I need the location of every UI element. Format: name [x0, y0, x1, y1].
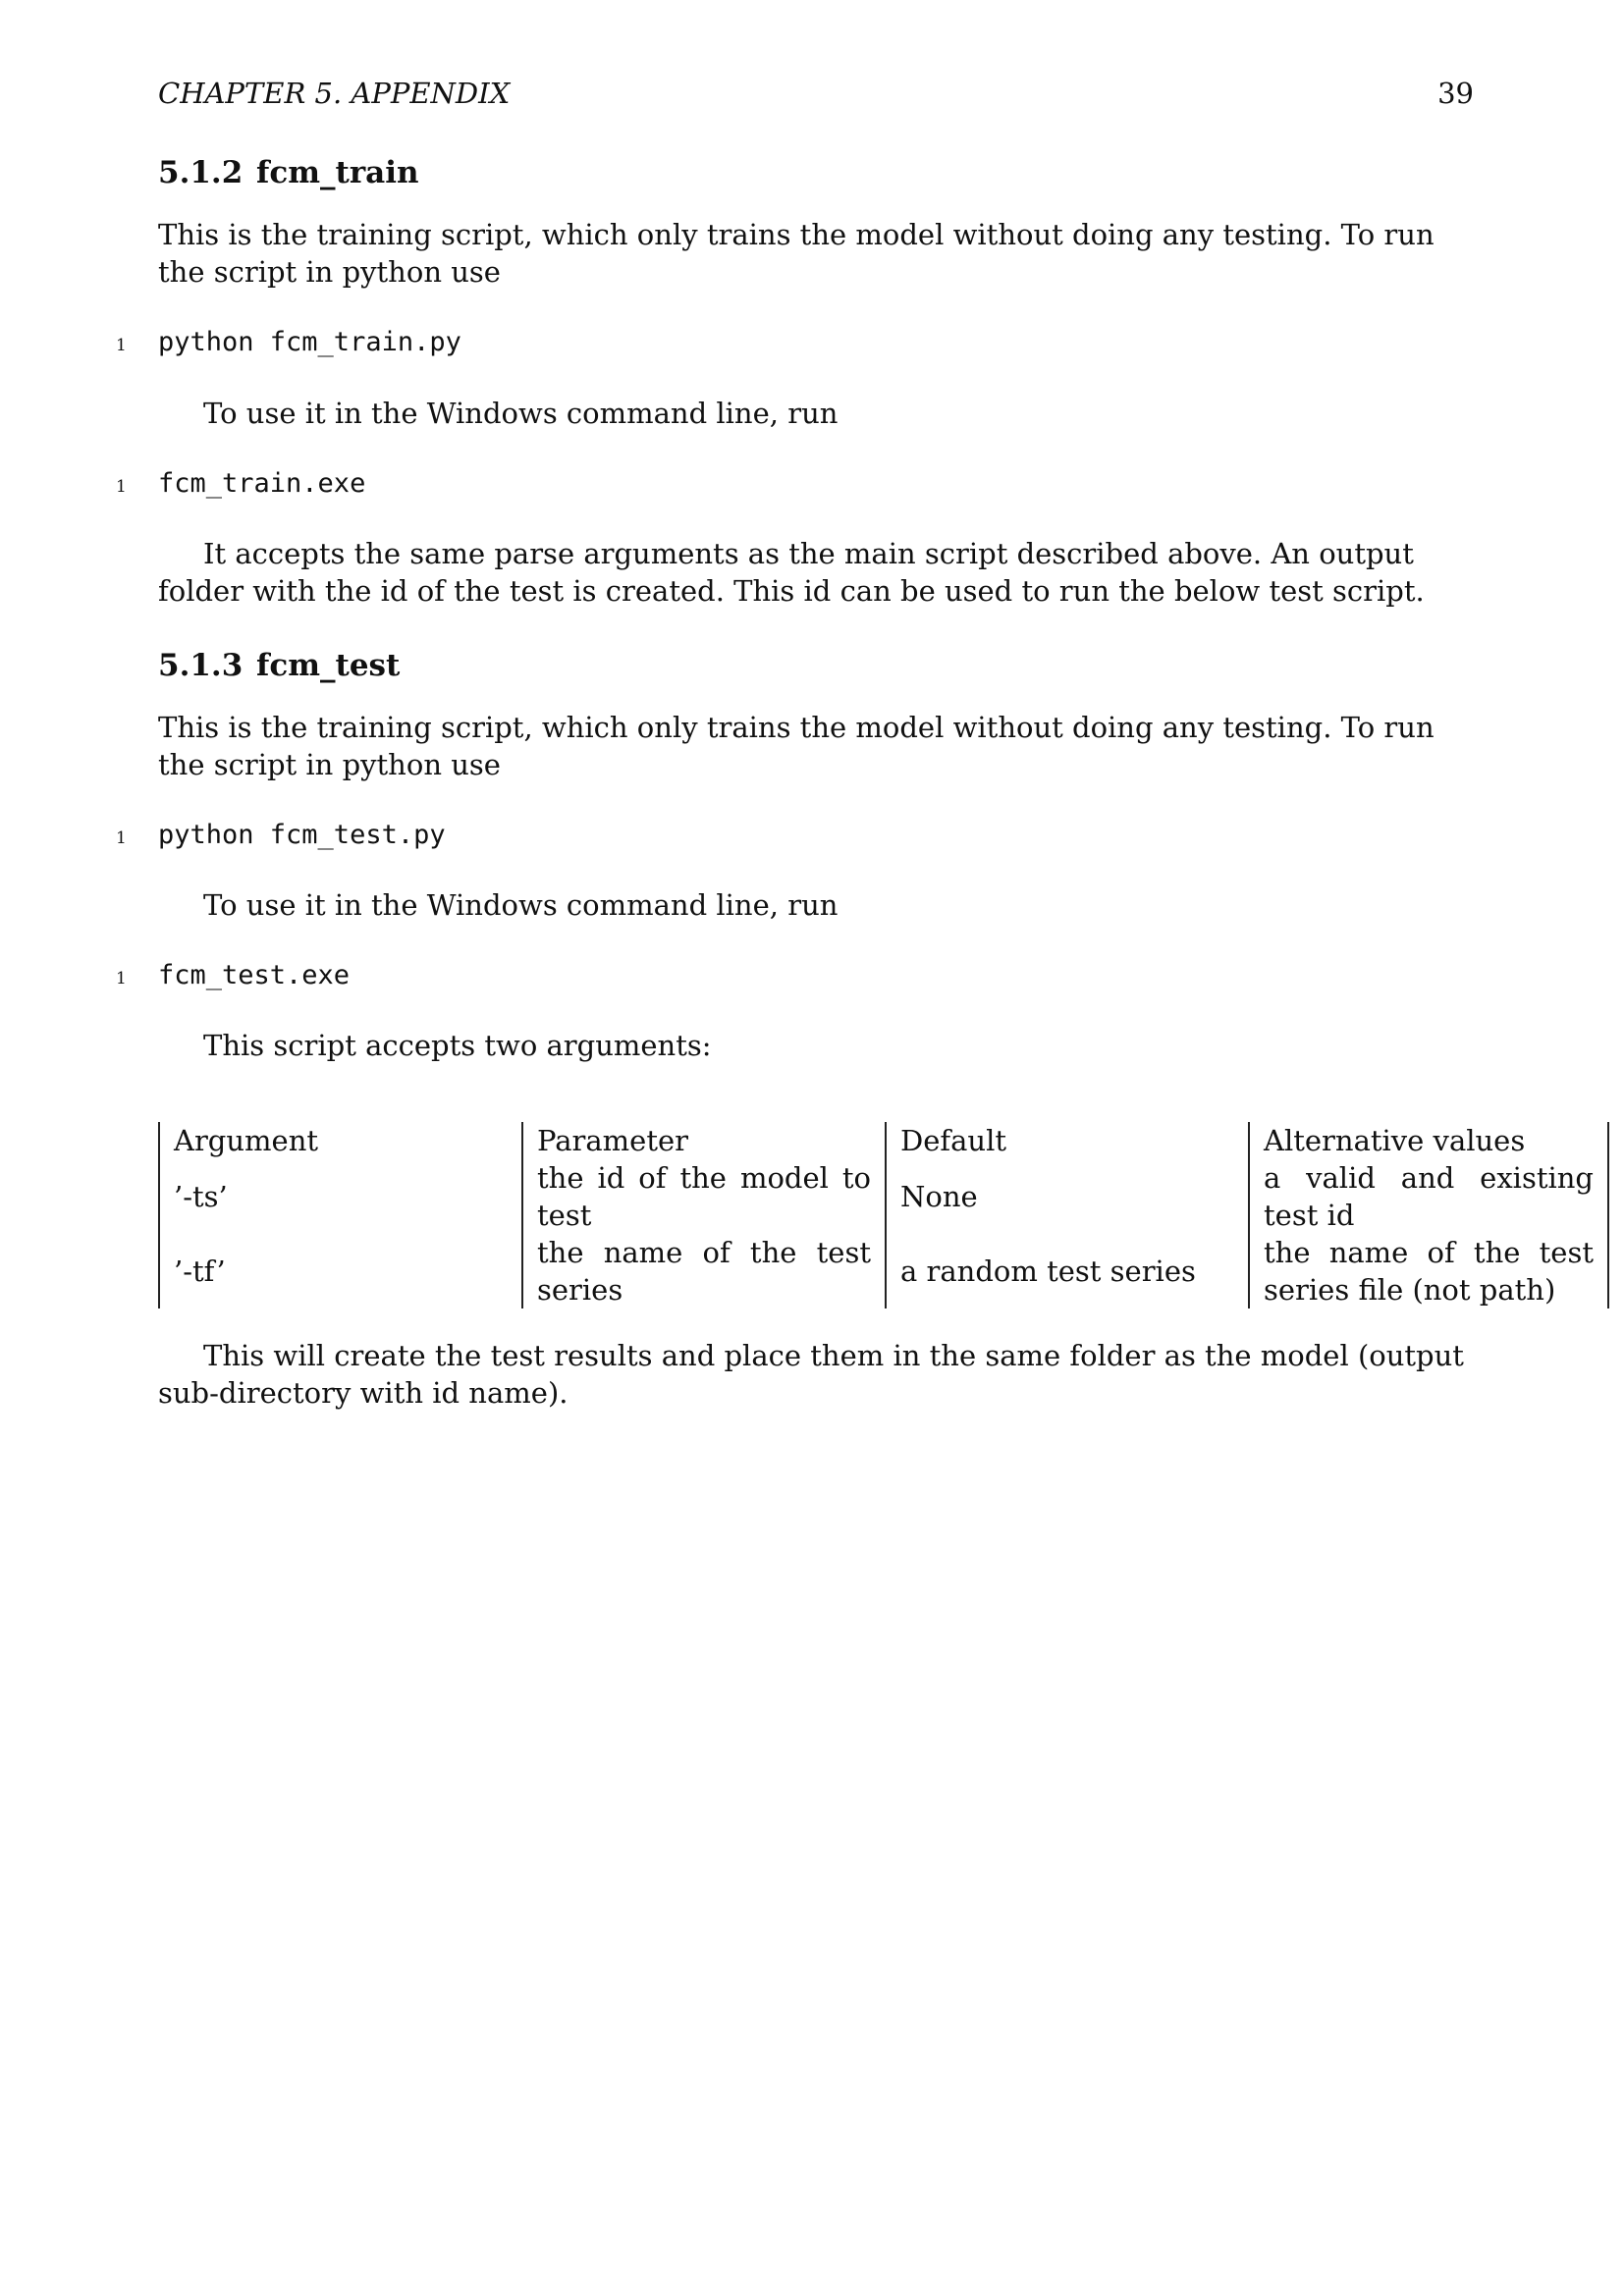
chapter-title: CHAPTER 5. APPENDIX [158, 77, 511, 110]
table-header-cell: Argument [159, 1122, 522, 1159]
section-heading-fcm-test [158, 648, 400, 683]
table-cell: None [886, 1159, 1249, 1234]
fcm-train-intro-paragraph: This is the training script, which only trains the model without doing any testing. To run the script in python use [158, 218, 1435, 289]
fcm-test-arguments-paragraph: This script accepts two arguments: [203, 1029, 712, 1062]
table-cell: the name of the test series file (not path) [1249, 1234, 1608, 1308]
table-cell: the name of the test series [522, 1234, 886, 1308]
code-line-number: 1 [116, 828, 127, 848]
code-listing-fcm-train-py [0, 327, 1624, 362]
running-header [158, 77, 1474, 112]
table-header-cell: Default [886, 1122, 1249, 1159]
code-listing-fcm-test-exe [0, 960, 1624, 995]
code-text: fcm_test.exe [158, 960, 351, 990]
table-header-cell: Parameter [522, 1122, 886, 1159]
code-text: python fcm_train.py [158, 327, 461, 357]
code-line-number: 1 [116, 477, 127, 497]
table-cell: a random test series [886, 1234, 1249, 1308]
section-title: fcm_test [256, 648, 401, 683]
code-text: fcm_train.exe [158, 468, 366, 499]
fcm-test-outro-paragraph: This will create the test results and place them in the same folder as the model (output sub-directory with id name). [158, 1339, 1464, 1410]
fcm-test-windows-paragraph: To use it in the Windows command line, run [203, 888, 839, 922]
fcm-train-windows-paragraph: To use it in the Windows command line, run [203, 397, 839, 430]
arguments-table [158, 1122, 1609, 1308]
table-header-cell: Alternative values [1249, 1122, 1608, 1159]
code-line-number: 1 [116, 336, 127, 355]
fcm-test-intro-paragraph: This is the training script, which only trains the model without doing any testing. To run the script in python use [158, 711, 1435, 781]
section-number: 5.1.2 [158, 155, 244, 190]
table-cell: the id of the model to test [522, 1159, 886, 1234]
table-cell: a valid and existing test id [1249, 1159, 1608, 1234]
fcm-train-outro-paragraph: It accepts the same parse arguments as the main script described above. An output folder with the id of the test is created. This id can be used to run the below test script. [158, 537, 1425, 608]
table-header-row [159, 1122, 1608, 1159]
section-title: fcm_train [256, 155, 419, 190]
page-number: 39 [1437, 77, 1474, 110]
code-listing-fcm-train-exe [0, 468, 1624, 504]
section-heading-fcm-train [158, 155, 419, 190]
table-cell: ’-ts’ [159, 1159, 522, 1234]
code-text: python fcm_test.py [158, 820, 446, 850]
code-line-number: 1 [116, 969, 127, 988]
table-cell: ’-tf’ [159, 1234, 522, 1308]
section-number: 5.1.3 [158, 648, 244, 683]
table-row [159, 1159, 1608, 1234]
table-row [159, 1234, 1608, 1308]
code-listing-fcm-test-py [0, 820, 1624, 855]
